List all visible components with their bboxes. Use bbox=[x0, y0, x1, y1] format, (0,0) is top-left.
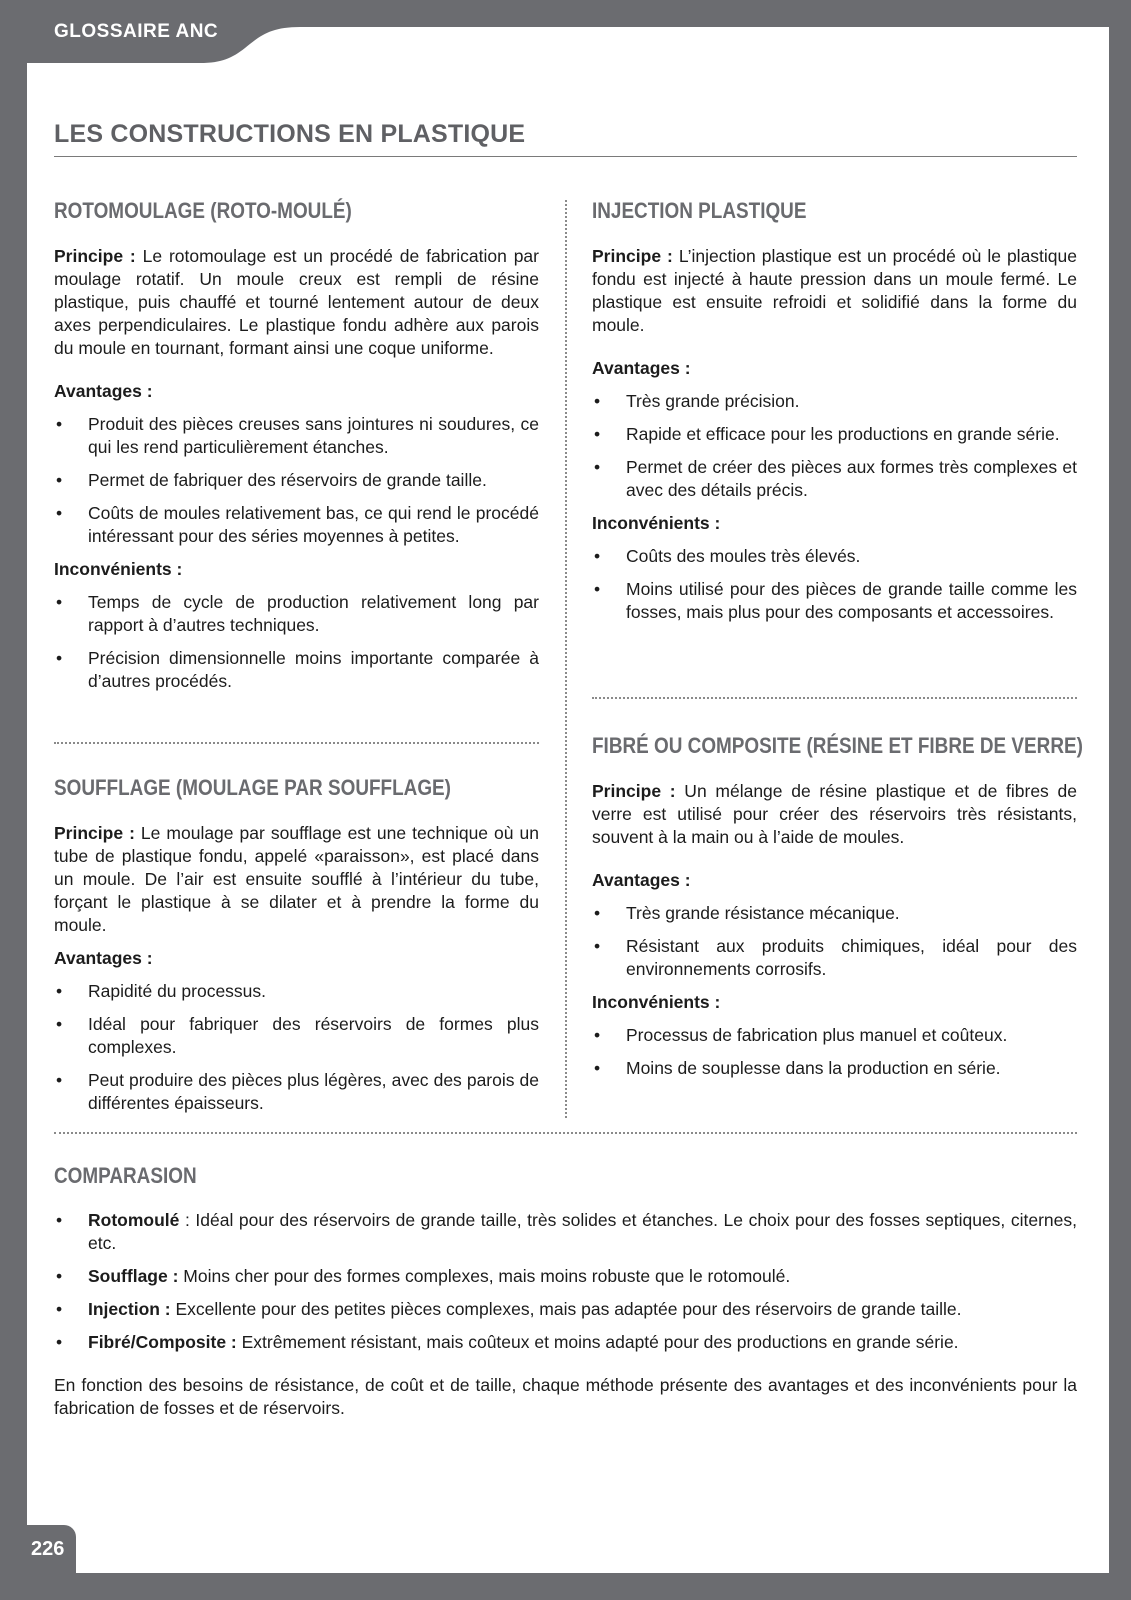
list-item: • Très grande résistance mécanique. bbox=[592, 902, 1077, 925]
section-title: SOUFFLAGE (MOULAGE PAR SOUFFLAGE) bbox=[54, 775, 451, 800]
advantages-list bbox=[592, 902, 1077, 981]
divider-comparison bbox=[54, 1132, 1077, 1134]
advantages-list bbox=[54, 980, 539, 1115]
list-item: • Précision dimensionnelle moins importante comparée à d’autres procédés. bbox=[54, 647, 539, 693]
column-divider bbox=[565, 200, 567, 1118]
list-item: • Rapide et efficace pour les productions en grande série. bbox=[592, 423, 1077, 446]
section-comparison bbox=[54, 1163, 1077, 1420]
drawbacks-list bbox=[592, 1024, 1077, 1080]
list-item bbox=[54, 1265, 1077, 1288]
principle-label: Principe : bbox=[54, 823, 135, 843]
item-text: Excellente pour des petites pièces complexes, mais pas adaptée pour des réservoirs de grande taille. bbox=[170, 1299, 962, 1319]
divider-left bbox=[54, 742, 539, 744]
frame-left bbox=[0, 0, 27, 1600]
section-injection bbox=[592, 198, 1077, 634]
drawbacks-list bbox=[592, 545, 1077, 624]
principle bbox=[592, 780, 1077, 849]
item-label: Fibré/Composite : bbox=[88, 1332, 237, 1352]
list-item: • Produit des pièces creuses sans jointures ni soudures, ce qui les rend particulièrement étanches. bbox=[54, 413, 539, 459]
drawbacks-label: Inconvénients : bbox=[592, 992, 721, 1012]
list-item: • Moins utilisé pour des pièces de grande taille comme les fosses, mais plus pour des composants et accessoires. bbox=[592, 578, 1077, 624]
list-item: • Coûts de moules relativement bas, ce qui rend le procédé intéressant pour des séries moyennes à petites. bbox=[54, 502, 539, 548]
principle-text: Le moulage par soufflage est une technique où un tube de plastique fondu, appelé «paraisson», est placé dans un moule. De l’air est ensuite soufflé à l’intérieur du tube, forçant le plastique à se dilater et à prendre la forme du moule. bbox=[54, 823, 539, 935]
drawbacks-list bbox=[54, 591, 539, 693]
comparison-list bbox=[54, 1209, 1077, 1354]
principle bbox=[592, 245, 1077, 337]
principle-label: Principe : bbox=[592, 781, 676, 801]
section-title: ROTOMOULAGE (ROTO-MOULÉ) bbox=[54, 198, 352, 223]
list-item: • Peut produire des pièces plus légères, avec des parois de différentes épaisseurs. bbox=[54, 1069, 539, 1115]
list-item: • Permet de fabriquer des réservoirs de grande taille. bbox=[54, 469, 539, 492]
list-item: • Rapidité du processus. bbox=[54, 980, 539, 1003]
conclusion: En fonction des besoins de résistance, de coût et de taille, chaque méthode présente des avantages et des inconvénients pour la fabrication de fosses et de réservoirs. bbox=[54, 1375, 1077, 1418]
frame-bottom bbox=[0, 1573, 1131, 1600]
page-number: 226 bbox=[31, 1538, 65, 1560]
list-item: • Processus de fabrication plus manuel et coûteux. bbox=[592, 1024, 1077, 1047]
advantages-label: Avantages : bbox=[592, 870, 691, 890]
section-soufflage bbox=[54, 775, 539, 1125]
section-rotomoulage bbox=[54, 198, 539, 703]
advantages-list bbox=[54, 413, 539, 548]
item-label: Injection : bbox=[88, 1299, 171, 1319]
item-text: Moins cher pour des formes complexes, mais moins robuste que le rotomoulé. bbox=[178, 1266, 791, 1286]
list-item: • Moins de souplesse dans la production en série. bbox=[592, 1057, 1077, 1080]
principle-text: Un mélange de résine plastique et de fibres de verre est utilisé pour créer des réservoirs très résistants, souvent à la main ou à l’aide de moules. bbox=[592, 781, 1077, 847]
principle bbox=[54, 822, 539, 937]
principle bbox=[54, 245, 539, 360]
principle-text: Le rotomoulage est un procédé de fabrication par moulage rotatif. Un moule creux est rempli de résine plastique, puis chauffé et tourné lentement autour de deux axes perpendiculaires. Le plastique fondu adhère aux parois du moule en tournant, formant ainsi une coque uniforme. bbox=[54, 246, 539, 358]
principle-label: Principe : bbox=[592, 246, 673, 266]
advantages-label: Avantages : bbox=[592, 358, 691, 378]
section-fibre-composite bbox=[592, 733, 1083, 1090]
header-label: GLOSSAIRE ANC bbox=[54, 21, 219, 42]
list-item: • Permet de créer des pièces aux formes très complexes et avec des détails précis. bbox=[592, 456, 1077, 502]
item-label: Soufflage : bbox=[88, 1266, 179, 1286]
drawbacks-label: Inconvénients : bbox=[54, 559, 183, 579]
frame-right bbox=[1109, 0, 1131, 1600]
list-item bbox=[54, 1209, 1077, 1255]
section-title: COMPARASION bbox=[54, 1163, 197, 1188]
item-text: Extrêmement résistant, mais coûteux et moins adapté pour des productions en grande série. bbox=[236, 1332, 959, 1352]
section-title: INJECTION PLASTIQUE bbox=[592, 198, 807, 223]
list-item: • Très grande précision. bbox=[592, 390, 1077, 413]
advantages-label: Avantages : bbox=[54, 381, 153, 401]
advantages-label: Avantages : bbox=[54, 948, 153, 968]
advantages-list bbox=[592, 390, 1077, 502]
title-rule bbox=[54, 156, 1077, 157]
list-item: • Résistant aux produits chimiques, idéal pour des environnements corrosifs. bbox=[592, 935, 1077, 981]
item-label: Rotomoulé bbox=[88, 1210, 180, 1230]
principle-text: L’injection plastique est un procédé où le plastique fondu est injecté à haute pression dans un moule fermé. Le plastique est ensuite refroidi et solidifié dans la forme du moule. bbox=[592, 246, 1077, 335]
list-item: • Coûts des moules très élevés. bbox=[592, 545, 1077, 568]
drawbacks-label: Inconvénients : bbox=[592, 513, 721, 533]
section-title: FIBRÉ OU COMPOSITE (RÉSINE ET FIBRE DE VERRE) bbox=[592, 733, 1083, 758]
list-item: • Temps de cycle de production relativement long par rapport à d’autres techniques. bbox=[54, 591, 539, 637]
list-item bbox=[54, 1331, 1077, 1354]
divider-right bbox=[592, 697, 1077, 699]
page-title: LES CONSTRUCTIONS EN PLASTIQUE bbox=[54, 120, 526, 148]
principle-label: Principe : bbox=[54, 246, 136, 266]
list-item bbox=[54, 1298, 1077, 1321]
list-item: • Idéal pour fabriquer des réservoirs de formes plus complexes. bbox=[54, 1013, 539, 1059]
item-text: : Idéal pour des réservoirs de grande taille, très solides et étanches. Le choix pour des fosses septiques, citernes, etc. bbox=[88, 1210, 1077, 1253]
